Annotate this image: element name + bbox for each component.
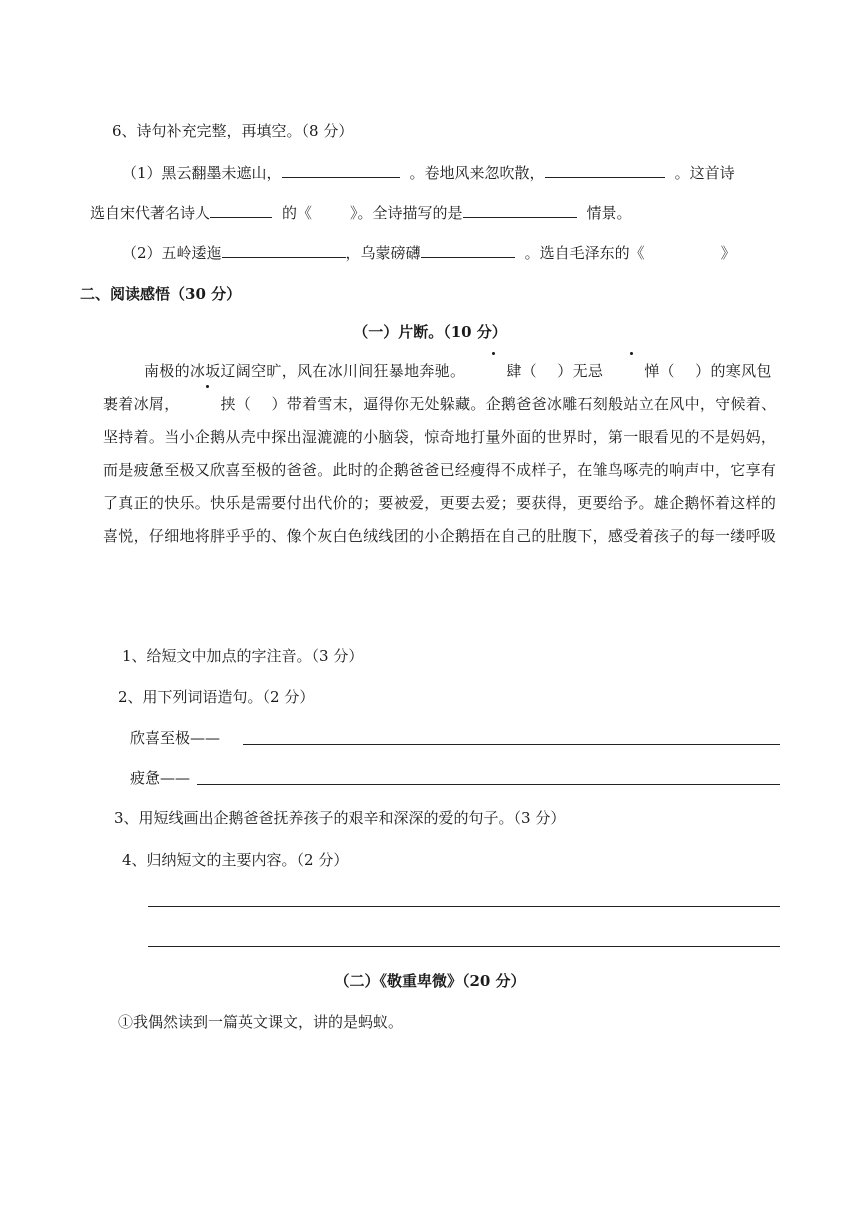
answer-blank[interactable] (421, 242, 515, 258)
question-3: 3、用短线画出企鹅爸爸抚养孩子的艰辛和深深的爱的句子。（3 分） (114, 809, 566, 827)
sentence-word-2: 疲惫—— (130, 769, 191, 787)
part-2-title: （二）《敬重卑微》（20 分） (334, 972, 526, 990)
answer-blank[interactable] (463, 202, 577, 218)
answer-blank[interactable] (222, 242, 346, 258)
part-2-paragraph-1: ①我偶然读到一篇英文课文，讲的是蚂蚁。 (118, 1013, 404, 1031)
sentence-word-1: 欣喜至极—— (130, 729, 221, 747)
dotted-char: 肆 (465, 355, 521, 388)
answer-blank[interactable] (282, 162, 400, 178)
dotted-char: 挟 (180, 388, 236, 421)
part-1-title: （一）片断。（10 分） (353, 323, 507, 341)
question-1: 1、给短文中加点的字注音。（3 分） (122, 647, 364, 665)
answer-line[interactable] (197, 784, 780, 785)
question-6-part1-line1: （1）黑云翻墨未遮山， 。卷地风来忽吹散， 。这首诗 (122, 164, 735, 182)
question-6-part1-line2: 选自宋代著名诗人 的《 》。全诗描写的是 情景。 (90, 204, 632, 222)
answer-line[interactable] (148, 946, 780, 947)
question-4: 4、归纳短文的主要内容。（2 分） (122, 851, 349, 869)
question-6-title: 6、诗句补充完整，再填空。（8 分） (112, 122, 354, 140)
dotted-char: 惮 (603, 355, 659, 388)
question-6-part2: （2）五岭逶迤 ，乌蒙磅礴 。选自毛泽东的《 》 (122, 244, 736, 262)
answer-line[interactable] (148, 906, 780, 907)
section-2-title: 二、阅读感悟（30 分） (80, 285, 242, 303)
answer-line[interactable] (243, 744, 780, 745)
reading-passage: 南极的冰坂辽阔空旷，风在冰川间狂暴地奔驰。 肆（ ）无忌 惮（ ）的寒风包裹着冰屑， 挟（ ）带着雪末，逼得你无处躲藏。企鹅爸爸冰雕石刻般站立在风中，守候着、坚持着。当小企鹅从壳中探出湿漉漉的小脑袋，惊奇地打量外面的世界时，第一眼看见的不是妈妈，而是疲惫至极又欣喜至极的爸爸。此时的企鹅爸爸已经瘦得不成样子，在雏鸟啄壳的响声中，它享有了真正的快乐。快乐是需要付出代价的；要被爱，更要去爱；要获得，更要给予。雄企鹅怀着这样的喜悦，仔细地将胖乎乎的、像个灰白色绒线团的小企鹅捂在自己的肚腹下，感受着孩子的每一缕呼吸 (103, 355, 783, 553)
answer-blank[interactable] (210, 202, 272, 218)
question-2: 2、用下列词语造句。（2 分） (118, 688, 315, 706)
answer-blank[interactable] (545, 162, 665, 178)
